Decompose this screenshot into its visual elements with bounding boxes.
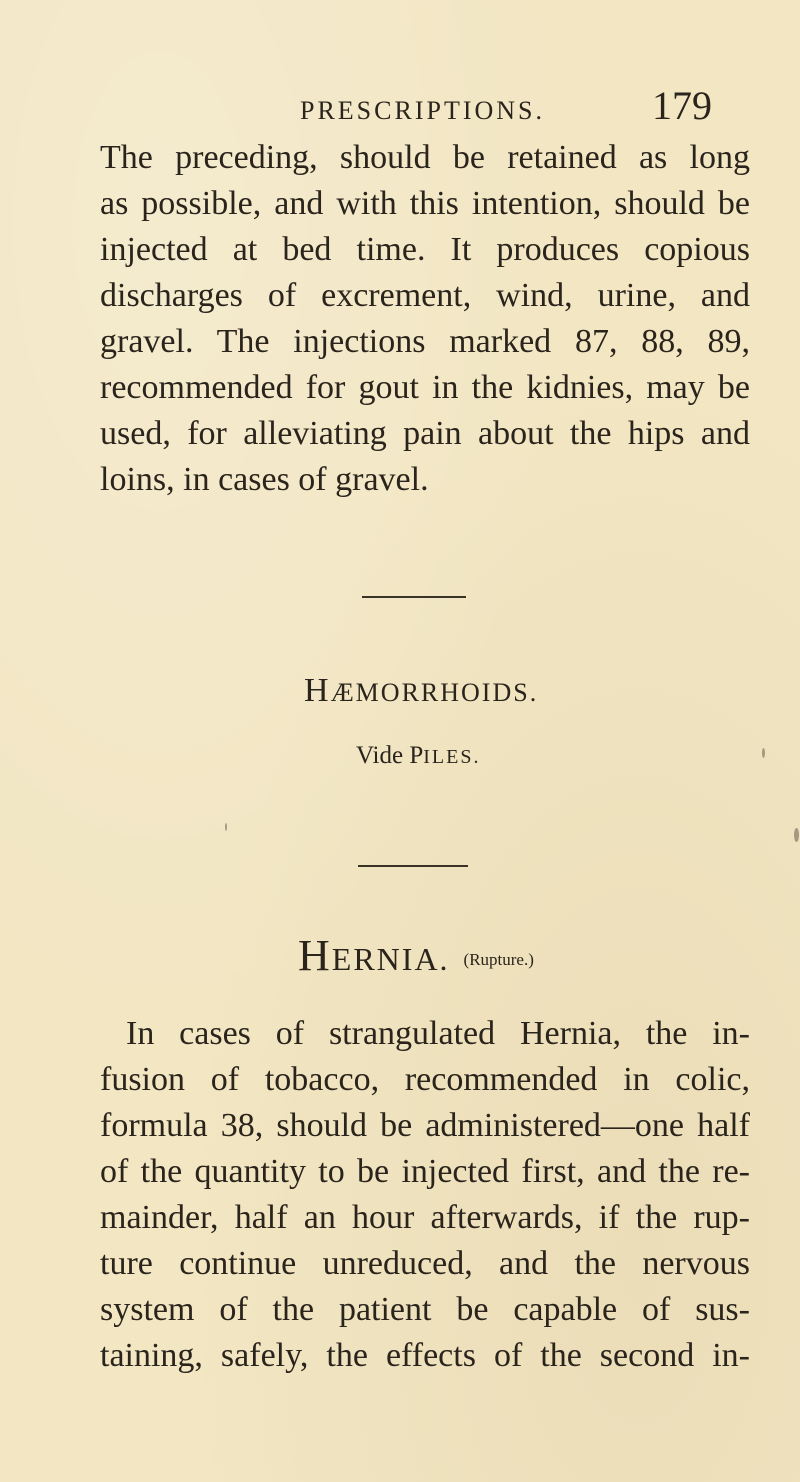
vide-ref-initial: P [409, 742, 424, 769]
heading-initial: H [298, 931, 332, 980]
paper-speck [794, 828, 799, 842]
heading-haemorrhoids [304, 672, 538, 710]
text-line: mainder, half an hour afterwards, if the rup- [100, 1199, 750, 1236]
paragraph-preceding-injection [100, 135, 750, 503]
text-line: of the quantity to be injected first, and the re- [100, 1153, 750, 1190]
paper-speck [225, 823, 227, 831]
text-line: formula 38, should be administered—one half [100, 1107, 750, 1144]
heading-rest: ERNIA. [331, 941, 450, 977]
heading-hernia [298, 930, 534, 981]
running-head: PRESCRIPTIONS. [300, 96, 545, 125]
text-line: discharges of excrement, wind, urine, and [100, 277, 750, 314]
heading-rest: ÆMORRHOIDS. [330, 678, 539, 707]
page-number: 179 [652, 83, 712, 128]
section-divider [362, 596, 466, 598]
vide-word: Vide [356, 742, 404, 769]
heading-initial: H [304, 672, 331, 709]
text-line: recommended for gout in the kidnies, may be [100, 369, 750, 406]
text-line: as possible, and with this intention, should be [100, 185, 750, 222]
vide-ref-rest: ILES. [423, 746, 481, 768]
text-line: fusion of tobacco, recommended in colic, [100, 1061, 750, 1098]
text-line: system of the patient be capable of sus- [100, 1291, 750, 1328]
text-line: The preceding, should be retained as long [100, 139, 750, 176]
text-line: In cases of strangulated Hernia, the in- [126, 1015, 750, 1052]
paragraph-hernia [100, 1011, 750, 1379]
paper-speck [762, 748, 765, 758]
text-line: taining, safely, the effects of the second in- [100, 1337, 750, 1374]
text-line: ture continue unreduced, and the nervous [100, 1245, 750, 1282]
cross-reference [356, 742, 480, 770]
text-line: loins, in cases of gravel. [100, 461, 429, 498]
text-line: used, for alleviating pain about the hips and [100, 415, 750, 452]
section-divider [358, 865, 468, 867]
heading-note: (Rupture.) [463, 949, 534, 969]
text-line: gravel. The injections marked 87, 88, 89, [100, 323, 750, 360]
text-line: injected at bed time. It produces copious [100, 231, 750, 268]
